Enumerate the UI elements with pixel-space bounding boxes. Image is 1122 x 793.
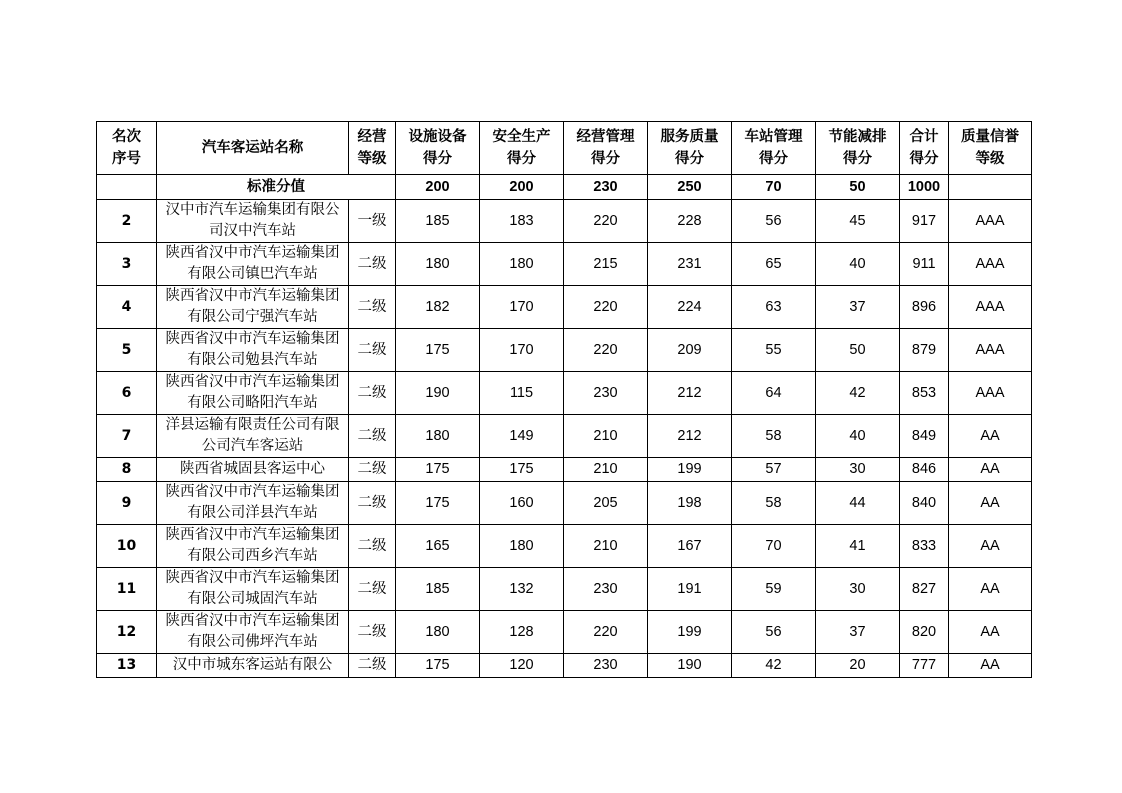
table-row [97, 611, 1032, 654]
total-score-cell: 827 [900, 568, 949, 611]
business-level-cell: 二级 [349, 525, 396, 568]
station-management-score-cell: 70 [732, 525, 816, 568]
energy-score-cell: 45 [816, 200, 900, 243]
management-score-cell: 215 [564, 243, 648, 286]
energy-score-cell: 37 [816, 611, 900, 654]
safety-score-cell: 180 [480, 243, 564, 286]
energy-score-cell: 44 [816, 482, 900, 525]
rank-cell: 5 [97, 329, 157, 372]
credit-grade-cell: AA [949, 415, 1032, 458]
energy-score-cell: 42 [816, 372, 900, 415]
table-row [97, 415, 1032, 458]
standard-service: 250 [648, 175, 732, 200]
table-row [97, 200, 1032, 243]
station-name-cell: 洋县运输有限责任公司有限公司汽车客运站 [157, 415, 349, 458]
station-management-score-cell: 42 [732, 654, 816, 678]
rank-cell: 11 [97, 568, 157, 611]
facilities-score-cell: 182 [396, 286, 480, 329]
standard-energy: 50 [816, 175, 900, 200]
business-level-cell: 二级 [349, 329, 396, 372]
business-level-cell: 二级 [349, 286, 396, 329]
header-station-management-score: 车站管理得分 [732, 122, 816, 175]
table-row [97, 654, 1032, 678]
credit-grade-cell: AAA [949, 329, 1032, 372]
facilities-score-cell: 175 [396, 458, 480, 482]
energy-score-cell: 37 [816, 286, 900, 329]
safety-score-cell: 128 [480, 611, 564, 654]
header-row [97, 122, 1032, 175]
rank-cell: 4 [97, 286, 157, 329]
standard-score-label: 标准分值 [157, 175, 396, 200]
facilities-score-cell: 180 [396, 415, 480, 458]
station-name-cell: 汉中市城东客运站有限公 [157, 654, 349, 678]
facilities-score-cell: 185 [396, 200, 480, 243]
header-total-score: 合计得分 [900, 122, 949, 175]
business-level-cell: 二级 [349, 243, 396, 286]
header-energy-score: 节能减排得分 [816, 122, 900, 175]
credit-grade-cell: AAA [949, 286, 1032, 329]
table-row [97, 458, 1032, 482]
rank-cell: 6 [97, 372, 157, 415]
credit-grade-cell: AAA [949, 243, 1032, 286]
station-management-score-cell: 63 [732, 286, 816, 329]
management-score-cell: 220 [564, 611, 648, 654]
header-business-level: 经营等级 [349, 122, 396, 175]
total-score-cell: 846 [900, 458, 949, 482]
station-name-cell: 陕西省汉中市汽车运输集团有限公司西乡汽车站 [157, 525, 349, 568]
credit-grade-cell: AA [949, 568, 1032, 611]
facilities-score-cell: 175 [396, 654, 480, 678]
standard-facilities: 200 [396, 175, 480, 200]
standard-station-management: 70 [732, 175, 816, 200]
business-level-cell: 二级 [349, 415, 396, 458]
service-score-cell: 199 [648, 611, 732, 654]
business-level-cell: 二级 [349, 611, 396, 654]
standard-management: 230 [564, 175, 648, 200]
table-row [97, 372, 1032, 415]
table-row [97, 568, 1032, 611]
header-credit-grade: 质量信誉等级 [949, 122, 1032, 175]
management-score-cell: 230 [564, 568, 648, 611]
total-score-cell: 820 [900, 611, 949, 654]
business-level-cell: 二级 [349, 568, 396, 611]
total-score-cell: 879 [900, 329, 949, 372]
facilities-score-cell: 165 [396, 525, 480, 568]
rank-cell: 3 [97, 243, 157, 286]
standard-empty-cell [97, 175, 157, 200]
management-score-cell: 230 [564, 372, 648, 415]
station-management-score-cell: 56 [732, 611, 816, 654]
header-service-score: 服务质量得分 [648, 122, 732, 175]
safety-score-cell: 183 [480, 200, 564, 243]
station-name-cell: 陕西省汉中市汽车运输集团有限公司宁强汽车站 [157, 286, 349, 329]
business-level-cell: 一级 [349, 200, 396, 243]
total-score-cell: 833 [900, 525, 949, 568]
safety-score-cell: 175 [480, 458, 564, 482]
management-score-cell: 230 [564, 654, 648, 678]
energy-score-cell: 41 [816, 525, 900, 568]
rank-cell: 9 [97, 482, 157, 525]
safety-score-cell: 170 [480, 329, 564, 372]
station-name-cell: 陕西省城固县客运中心 [157, 458, 349, 482]
station-management-score-cell: 55 [732, 329, 816, 372]
safety-score-cell: 180 [480, 525, 564, 568]
management-score-cell: 210 [564, 415, 648, 458]
service-score-cell: 190 [648, 654, 732, 678]
service-score-cell: 212 [648, 372, 732, 415]
service-score-cell: 228 [648, 200, 732, 243]
credit-grade-cell: AA [949, 654, 1032, 678]
table-row [97, 243, 1032, 286]
header-station-name: 汽车客运站名称 [157, 122, 349, 175]
total-score-cell: 849 [900, 415, 949, 458]
energy-score-cell: 50 [816, 329, 900, 372]
total-score-cell: 777 [900, 654, 949, 678]
management-score-cell: 210 [564, 458, 648, 482]
energy-score-cell: 30 [816, 458, 900, 482]
rank-cell: 12 [97, 611, 157, 654]
rank-cell: 13 [97, 654, 157, 678]
service-score-cell: 209 [648, 329, 732, 372]
credit-grade-cell: AAA [949, 372, 1032, 415]
total-score-cell: 896 [900, 286, 949, 329]
station-management-score-cell: 65 [732, 243, 816, 286]
station-management-score-cell: 64 [732, 372, 816, 415]
facilities-score-cell: 190 [396, 372, 480, 415]
management-score-cell: 210 [564, 525, 648, 568]
total-score-cell: 840 [900, 482, 949, 525]
standard-safety: 200 [480, 175, 564, 200]
safety-score-cell: 132 [480, 568, 564, 611]
credit-grade-cell: AA [949, 482, 1032, 525]
energy-score-cell: 30 [816, 568, 900, 611]
table-row [97, 329, 1032, 372]
safety-score-cell: 149 [480, 415, 564, 458]
facilities-score-cell: 180 [396, 243, 480, 286]
service-score-cell: 198 [648, 482, 732, 525]
safety-score-cell: 120 [480, 654, 564, 678]
service-score-cell: 212 [648, 415, 732, 458]
total-score-cell: 917 [900, 200, 949, 243]
safety-score-cell: 160 [480, 482, 564, 525]
management-score-cell: 220 [564, 329, 648, 372]
header-management-score: 经营管理得分 [564, 122, 648, 175]
service-score-cell: 231 [648, 243, 732, 286]
facilities-score-cell: 175 [396, 329, 480, 372]
management-score-cell: 220 [564, 200, 648, 243]
station-management-score-cell: 57 [732, 458, 816, 482]
service-score-cell: 224 [648, 286, 732, 329]
service-score-cell: 191 [648, 568, 732, 611]
total-score-cell: 911 [900, 243, 949, 286]
header-facilities-score: 设施设备得分 [396, 122, 480, 175]
station-name-cell: 陕西省汉中市汽车运输集团有限公司佛坪汽车站 [157, 611, 349, 654]
data-rows [97, 200, 1032, 678]
business-level-cell: 二级 [349, 482, 396, 525]
business-level-cell: 二级 [349, 372, 396, 415]
station-management-score-cell: 58 [732, 415, 816, 458]
station-management-score-cell: 59 [732, 568, 816, 611]
standard-total: 1000 [900, 175, 949, 200]
energy-score-cell: 40 [816, 415, 900, 458]
rank-cell: 10 [97, 525, 157, 568]
standard-score-row [97, 175, 1032, 200]
business-level-cell: 二级 [349, 458, 396, 482]
credit-grade-cell: AAA [949, 200, 1032, 243]
business-level-cell: 二级 [349, 654, 396, 678]
energy-score-cell: 20 [816, 654, 900, 678]
station-name-cell: 陕西省汉中市汽车运输集团有限公司勉县汽车站 [157, 329, 349, 372]
standard-grade [949, 175, 1032, 200]
station-name-cell: 陕西省汉中市汽车运输集团有限公司洋县汽车站 [157, 482, 349, 525]
service-score-cell: 167 [648, 525, 732, 568]
station-name-cell: 陕西省汉中市汽车运输集团有限公司城固汽车站 [157, 568, 349, 611]
station-name-cell: 陕西省汉中市汽车运输集团有限公司略阳汽车站 [157, 372, 349, 415]
rank-cell: 8 [97, 458, 157, 482]
station-management-score-cell: 58 [732, 482, 816, 525]
rank-cell: 7 [97, 415, 157, 458]
station-name-cell: 陕西省汉中市汽车运输集团有限公司镇巴汽车站 [157, 243, 349, 286]
header-safety-score: 安全生产得分 [480, 122, 564, 175]
safety-score-cell: 115 [480, 372, 564, 415]
facilities-score-cell: 185 [396, 568, 480, 611]
credit-grade-cell: AA [949, 458, 1032, 482]
management-score-cell: 220 [564, 286, 648, 329]
table-row [97, 482, 1032, 525]
service-score-cell: 199 [648, 458, 732, 482]
rank-cell: 2 [97, 200, 157, 243]
energy-score-cell: 40 [816, 243, 900, 286]
table-row [97, 286, 1032, 329]
table-row [97, 525, 1032, 568]
ranking-table [96, 121, 1032, 678]
total-score-cell: 853 [900, 372, 949, 415]
station-management-score-cell: 56 [732, 200, 816, 243]
facilities-score-cell: 180 [396, 611, 480, 654]
credit-grade-cell: AA [949, 525, 1032, 568]
safety-score-cell: 170 [480, 286, 564, 329]
header-rank: 名次序号 [97, 122, 157, 175]
management-score-cell: 205 [564, 482, 648, 525]
station-name-cell: 汉中市汽车运输集团有限公司汉中汽车站 [157, 200, 349, 243]
facilities-score-cell: 175 [396, 482, 480, 525]
credit-grade-cell: AA [949, 611, 1032, 654]
